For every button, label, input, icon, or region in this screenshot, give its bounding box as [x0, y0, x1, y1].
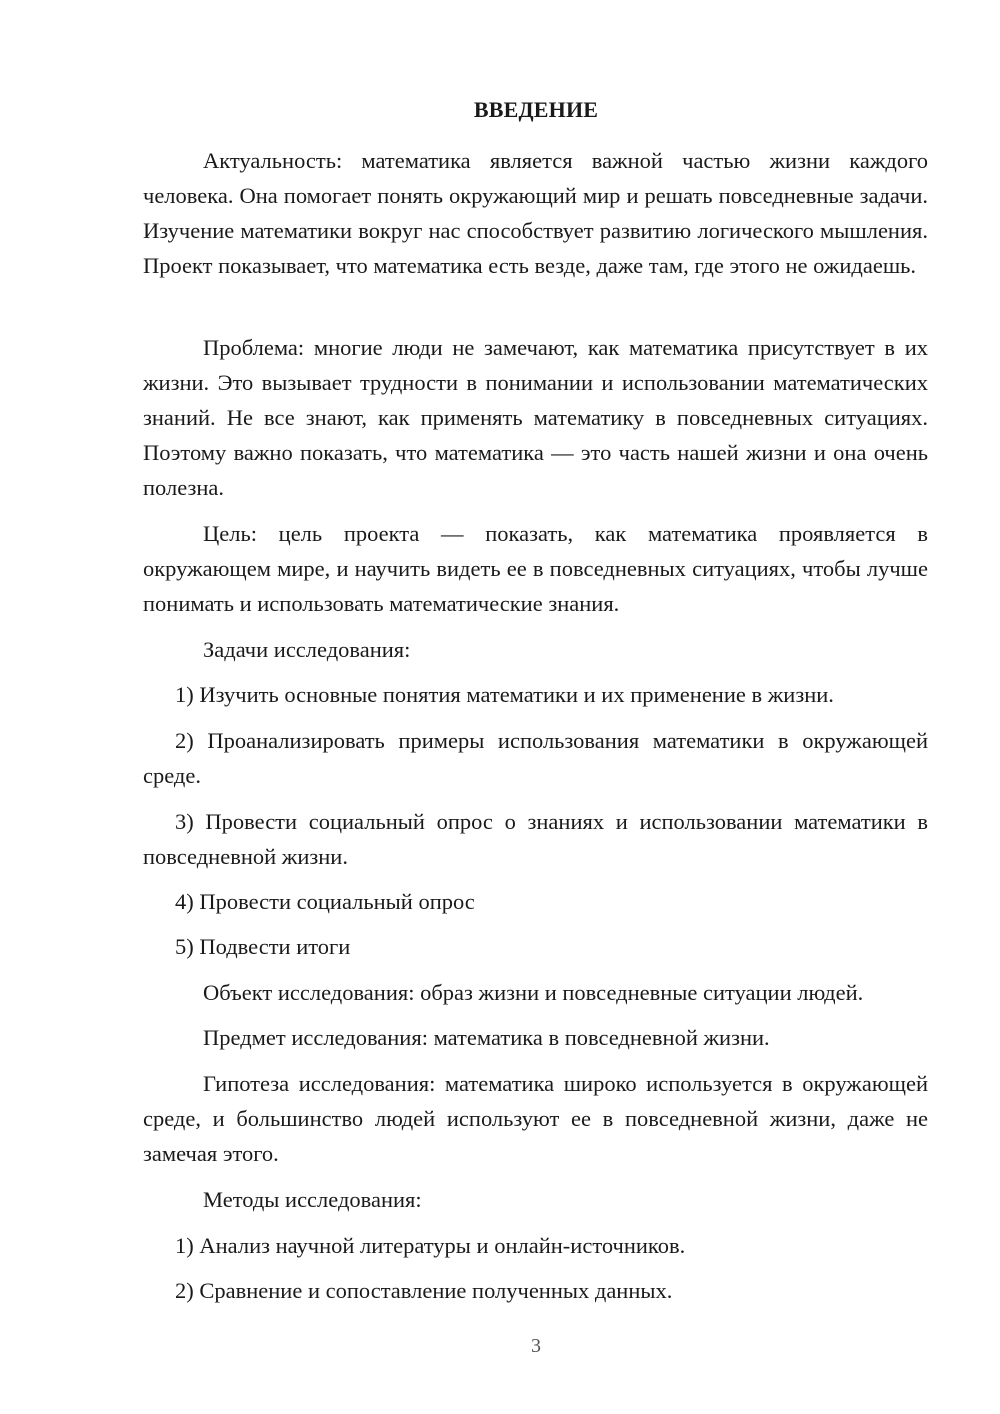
methods-heading: Методы исследования: — [203, 1187, 422, 1212]
subject-paragraph: Предмет исследования: математика в повседневной жизни. — [203, 1025, 770, 1050]
task-item-5: 5) Подвести итоги — [175, 934, 351, 959]
task-item-2: 2) Проанализировать примеры использования математики в окружающей среде. — [143, 728, 928, 788]
task-item-4: 4) Провести социальный опрос — [175, 889, 475, 914]
hypothesis-paragraph: Гипотеза исследования: математика широко используется в окружающей среде, и большинство людей используют ее в повседневной жизни, даже не замечая этого. — [143, 1071, 928, 1166]
tasks-heading: Задачи исследования: — [203, 637, 411, 662]
method-item-2: 2) Сравнение и сопоставление полученных данных. — [175, 1278, 673, 1303]
problem-paragraph: Проблема: многие люди не замечают, как математика присутствует в их жизни. Это вызывает трудности в понимании и использовании математических знаний. Не все знают, как применять математику в повседневных ситуациях. Поэтому важно показать, что математика — это часть нашей жизни и она очень полезна. — [143, 335, 928, 500]
task-item-3: 3) Провести социальный опрос о знаниях и использовании математики в повседневной жизни. — [143, 809, 928, 869]
object-paragraph: Объект исследования: образ жизни и повседневные ситуации людей. — [203, 980, 864, 1005]
method-item-1: 1) Анализ научной литературы и онлайн-источников. — [175, 1233, 686, 1258]
task-item-1: 1) Изучить основные понятия математики и их применение в жизни. — [175, 682, 834, 707]
goal-paragraph: Цель: цель проекта — показать, как математика проявляется в окружающем мире, и научить видеть ее в повседневных ситуациях, чтобы лучше понимать и использовать математические знания. — [143, 521, 928, 616]
section-title: ВВЕДЕНИЕ — [473, 97, 599, 122]
relevance-paragraph: Актуальность: математика является важной частью жизни каждого человека. Она помогает понять окружающий мир и решать повседневные задачи. Изучение математики вокруг нас способствует развитию логического мышления. Проект показывает, что математика есть везде, даже там, где этого не ожидаешь. — [143, 148, 928, 278]
page-number: 3 — [531, 1335, 541, 1357]
